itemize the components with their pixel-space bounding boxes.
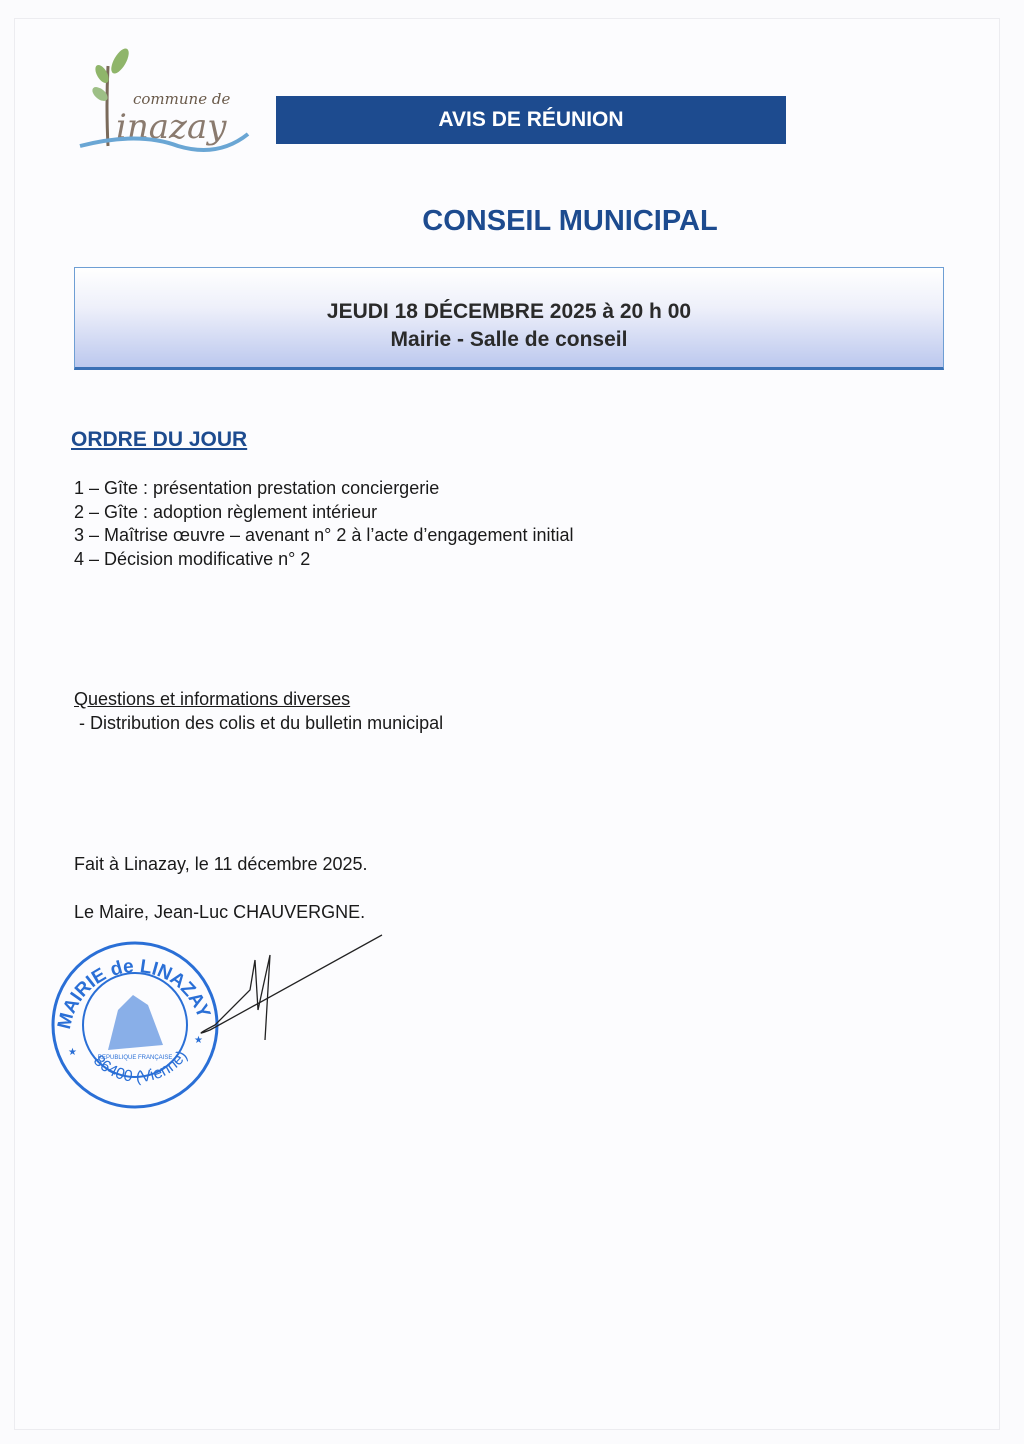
svg-text:inazay: inazay <box>116 107 227 147</box>
agenda-item: 1 – Gîte : présentation prestation conciergerie <box>74 478 440 498</box>
svg-text:commune de: commune de <box>133 90 231 108</box>
svg-text:86400 (Vienne) <box>90 1048 191 1086</box>
page-title: CONSEIL MUNICIPAL <box>422 205 718 237</box>
misc-section <box>74 688 443 735</box>
stamp-top-text: MAIRIE de LINAZAY <box>53 955 214 1032</box>
notice-banner: AVIS DE RÉUNION <box>276 96 786 144</box>
agenda-item: 4 – Décision modificative n° 2 <box>74 548 311 569</box>
meeting-info-box <box>74 267 944 370</box>
mayor-signature <box>170 930 390 1050</box>
misc-title: Questions et informations diverses <box>74 689 351 709</box>
svg-text:★: ★ <box>194 1035 203 1046</box>
meeting-place: Mairie - Salle de conseil <box>390 328 628 351</box>
stamp-center-text: REPUBLIQUE FRANÇAISE <box>97 1055 173 1061</box>
agenda-item: 2 – Gîte : adoption règlement intérieur <box>74 501 378 522</box>
commune-logo <box>78 46 253 161</box>
mayor-name: Le Maire, Jean-Luc CHAUVERGNE. <box>74 902 366 922</box>
agenda-title: ORDRE DU JOUR <box>71 428 248 451</box>
agenda-item: 3 – Maîtrise œuvre – avenant n° 2 à l’acte d’engagement initial <box>74 525 574 545</box>
misc-item: - Distribution des colis et du bulletin municipal <box>74 712 444 733</box>
agenda-list <box>74 477 573 571</box>
stamp-bottom-text: 86400 (Vienne) <box>89 1047 191 1086</box>
svg-text:★: ★ <box>68 1047 77 1058</box>
place-date: Fait à Linazay, le 11 décembre 2025. <box>74 854 368 874</box>
meeting-date: JEUDI 18 DÉCEMBRE 2025 à 20 h 00 <box>326 300 692 323</box>
